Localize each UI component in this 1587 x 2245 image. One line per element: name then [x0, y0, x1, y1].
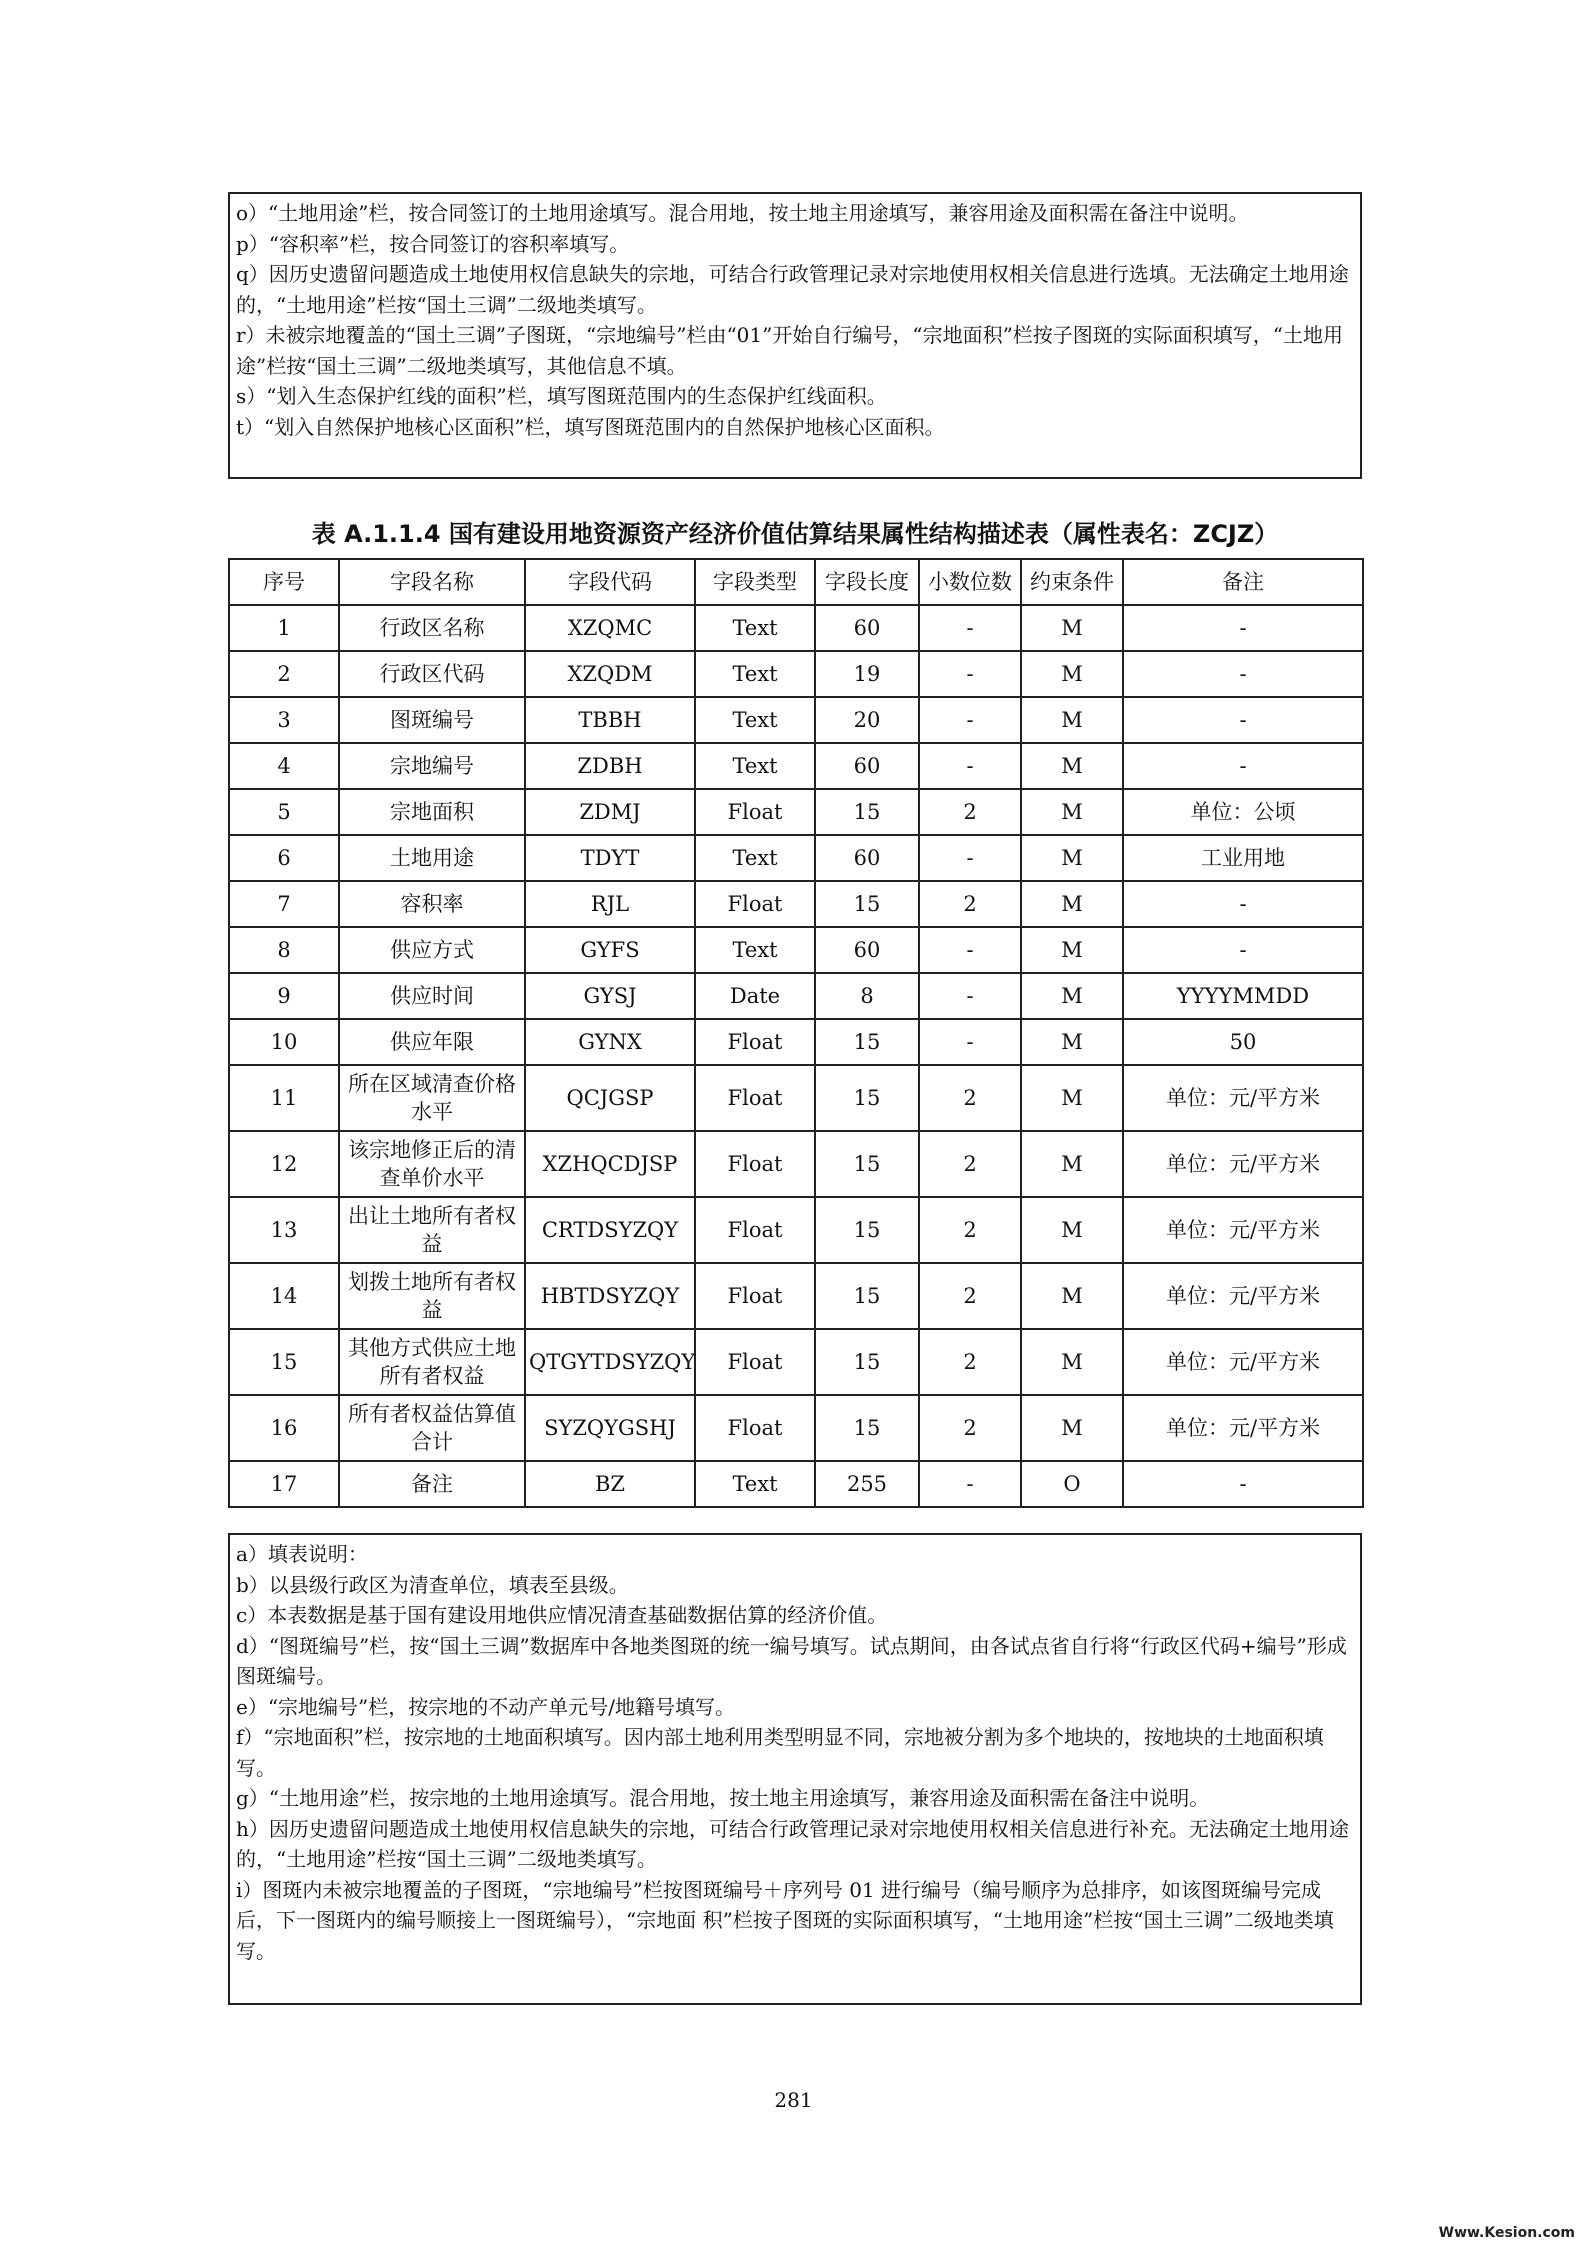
- note-p: p）“容积率”栏，按合同签订的容积率填写。: [236, 231, 630, 256]
- cell-field-code: RJL: [525, 881, 695, 927]
- note-o: o）“土地用途”栏，按合同签订的土地用途填写。混合用地，按土地主用途填写，兼容用途及面积需在备注中说明。: [236, 201, 1249, 225]
- cell-field-type: Text: [695, 1461, 815, 1507]
- cell-field-length: 60: [815, 927, 919, 973]
- table-row: [229, 651, 1363, 697]
- cell-field-type: Float: [695, 1019, 815, 1065]
- table-row: [229, 743, 1363, 789]
- cell-field-type: Text: [695, 651, 815, 697]
- cell-field-length: 20: [815, 697, 919, 743]
- cell-remark: 单位：元/平方米: [1123, 1263, 1363, 1329]
- cell-field-name: 所有者权益估算值合计: [339, 1395, 525, 1461]
- cell-remark: 工业用地: [1123, 835, 1363, 881]
- header-seq: 序号: [229, 559, 339, 605]
- cell-constraint: M: [1021, 1395, 1123, 1461]
- cell-seq: 5: [229, 789, 339, 835]
- note-t: t）“划入自然保护地核心区面积”栏，填写图斑范围内的自然保护地核心区面积。: [236, 414, 945, 439]
- cell-decimals: 2: [919, 1395, 1021, 1461]
- header-remark: 备注: [1123, 559, 1363, 605]
- cell-remark: 单位：元/平方米: [1123, 1329, 1363, 1395]
- cell-constraint: M: [1021, 881, 1123, 927]
- note-i: i）图斑内未被宗地覆盖的子图斑，“宗地编号”栏按图斑编号＋序列号 01 进行编号（编号顺序为总排序，如该图斑编号完成后，下一图斑内的编号顺接上一图斑编号），“宗地面 积”栏按子图斑的实际面积填写，“土地用途”栏按“国土三调”二级地类填写。: [236, 1877, 1334, 1963]
- table-row: [229, 1065, 1363, 1131]
- cell-decimals: 2: [919, 881, 1021, 927]
- cell-field-code: GYSJ: [525, 973, 695, 1019]
- cell-seq: 3: [229, 697, 339, 743]
- cell-field-type: Text: [695, 605, 815, 651]
- cell-constraint: M: [1021, 1131, 1123, 1197]
- cell-constraint: M: [1021, 1065, 1123, 1131]
- cell-constraint: M: [1021, 835, 1123, 881]
- cell-remark: -: [1123, 1461, 1363, 1507]
- cell-seq: 2: [229, 651, 339, 697]
- cell-field-type: Text: [695, 835, 815, 881]
- note-e: e）“宗地编号”栏，按宗地的不动产单元号/地籍号填写。: [236, 1694, 736, 1719]
- page-number: 281: [774, 2088, 813, 2112]
- cell-field-type: Float: [695, 1065, 815, 1131]
- cell-field-length: 60: [815, 743, 919, 789]
- cell-field-code: GYNX: [525, 1019, 695, 1065]
- cell-field-code: TDYT: [525, 835, 695, 881]
- table-row: [229, 1395, 1363, 1461]
- cell-remark: 50: [1123, 1019, 1363, 1065]
- cell-constraint: M: [1021, 697, 1123, 743]
- table-row: [229, 881, 1363, 927]
- cell-remark: -: [1123, 927, 1363, 973]
- cell-field-length: 15: [815, 1197, 919, 1263]
- cell-field-name: 行政区代码: [339, 651, 525, 697]
- header-field-type: 字段类型: [695, 559, 815, 605]
- table-row: [229, 605, 1363, 651]
- cell-seq: 1: [229, 605, 339, 651]
- table-row: [229, 1461, 1363, 1507]
- header-field-name: 字段名称: [339, 559, 525, 605]
- cell-remark: -: [1123, 651, 1363, 697]
- cell-field-length: 19: [815, 651, 919, 697]
- cell-constraint: M: [1021, 927, 1123, 973]
- cell-field-length: 15: [815, 789, 919, 835]
- cell-remark: -: [1123, 743, 1363, 789]
- table-row: [229, 973, 1363, 1019]
- cell-field-name: 出让土地所有者权益: [339, 1197, 525, 1263]
- notes-top-box: [228, 192, 1362, 479]
- cell-decimals: -: [919, 605, 1021, 651]
- cell-field-name: 宗地面积: [339, 789, 525, 835]
- cell-field-code: QTGYTDSYZQY: [525, 1329, 695, 1395]
- cell-decimals: -: [919, 743, 1021, 789]
- cell-field-name: 供应年限: [339, 1019, 525, 1065]
- cell-field-length: 255: [815, 1461, 919, 1507]
- cell-field-length: 15: [815, 1263, 919, 1329]
- cell-field-code: QCJGSP: [525, 1065, 695, 1131]
- cell-seq: 10: [229, 1019, 339, 1065]
- cell-field-length: 60: [815, 605, 919, 651]
- cell-field-type: Float: [695, 1263, 815, 1329]
- cell-field-code: XZHQCDJSP: [525, 1131, 695, 1197]
- cell-field-type: Float: [695, 1197, 815, 1263]
- cell-field-code: CRTDSYZQY: [525, 1197, 695, 1263]
- cell-constraint: M: [1021, 789, 1123, 835]
- cell-seq: 6: [229, 835, 339, 881]
- cell-remark: 单位：公顷: [1123, 789, 1363, 835]
- cell-field-name: 供应时间: [339, 973, 525, 1019]
- cell-seq: 14: [229, 1263, 339, 1329]
- cell-field-name: 该宗地修正后的清查单价水平: [339, 1131, 525, 1197]
- header-field-length: 字段长度: [815, 559, 919, 605]
- cell-seq: 13: [229, 1197, 339, 1263]
- cell-decimals: 2: [919, 1065, 1021, 1131]
- cell-field-name: 图斑编号: [339, 697, 525, 743]
- cell-decimals: -: [919, 651, 1021, 697]
- cell-constraint: M: [1021, 1197, 1123, 1263]
- cell-field-code: SYZQYGSHJ: [525, 1395, 695, 1461]
- cell-field-name: 供应方式: [339, 927, 525, 973]
- note-h: h）因历史遗留问题造成土地使用权信息缺失的宗地，可结合行政管理记录对宗地使用权相关信息进行补充。无法确定土地用途的，“土地用途”栏按“国土三调”二级地类填写。: [236, 1816, 1349, 1871]
- note-s: s）“划入生态保护红线的面积”栏，填写图斑范围内的生态保护红线面积。: [236, 384, 887, 408]
- cell-decimals: 2: [919, 1329, 1021, 1395]
- cell-constraint: M: [1021, 1019, 1123, 1065]
- cell-field-name: 所在区域清查价格水平: [339, 1065, 525, 1131]
- cell-decimals: -: [919, 835, 1021, 881]
- cell-field-type: Date: [695, 973, 815, 1019]
- cell-field-type: Text: [695, 743, 815, 789]
- note-q: q）因历史遗留问题造成土地使用权信息缺失的宗地，可结合行政管理记录对宗地使用权相关信息进行选填。无法确定土地用途的，“土地用途”栏按“国土三调”二级地类填写。: [236, 262, 1349, 317]
- cell-decimals: -: [919, 1461, 1021, 1507]
- cell-field-code: GYFS: [525, 927, 695, 973]
- cell-field-type: Float: [695, 1131, 815, 1197]
- table-row: [229, 1329, 1363, 1395]
- cell-decimals: -: [919, 1019, 1021, 1065]
- cell-field-type: Float: [695, 881, 815, 927]
- cell-field-length: 15: [815, 1065, 919, 1131]
- cell-field-name: 宗地编号: [339, 743, 525, 789]
- cell-field-name: 容积率: [339, 881, 525, 927]
- note-a: a）填表说明：: [236, 1542, 368, 1566]
- cell-seq: 8: [229, 927, 339, 973]
- cell-constraint: M: [1021, 743, 1123, 789]
- cell-field-length: 15: [815, 1019, 919, 1065]
- cell-remark: 单位：元/平方米: [1123, 1065, 1363, 1131]
- header-decimals: 小数位数: [919, 559, 1021, 605]
- watermark: Www.Kesion.com: [1438, 2225, 1575, 2241]
- table-row: [229, 1131, 1363, 1197]
- note-g: g）“土地用途”栏，按宗地的土地用途填写。混合用地，按土地主用途填写，兼容用途及面积需在备注中说明。: [236, 1786, 1210, 1810]
- cell-constraint: M: [1021, 973, 1123, 1019]
- cell-field-name: 划拨土地所有者权益: [339, 1263, 525, 1329]
- table-row: [229, 789, 1363, 835]
- cell-decimals: -: [919, 927, 1021, 973]
- cell-field-length: 15: [815, 1131, 919, 1197]
- cell-field-length: 15: [815, 1329, 919, 1395]
- cell-constraint: M: [1021, 605, 1123, 651]
- cell-remark: -: [1123, 697, 1363, 743]
- note-d: d）“图斑编号”栏，按“国土三调”数据库中各地类图斑的统一编号填写。试点期间，由各试点省自行将“行政区代码+编号”形成图斑编号。: [236, 1633, 1347, 1688]
- cell-seq: 17: [229, 1461, 339, 1507]
- header-field-code: 字段代码: [525, 559, 695, 605]
- cell-seq: 4: [229, 743, 339, 789]
- cell-seq: 15: [229, 1329, 339, 1395]
- cell-field-name: 备注: [339, 1461, 525, 1507]
- table-row: [229, 1263, 1363, 1329]
- cell-field-name: 行政区名称: [339, 605, 525, 651]
- cell-seq: 12: [229, 1131, 339, 1197]
- cell-field-code: ZDBH: [525, 743, 695, 789]
- note-c: c）本表数据是基于国有建设用地供应情况清查基础数据估算的经济价值。: [236, 1603, 888, 1627]
- cell-remark: 单位：元/平方米: [1123, 1131, 1363, 1197]
- cell-field-code: ZDMJ: [525, 789, 695, 835]
- cell-field-code: TBBH: [525, 697, 695, 743]
- cell-remark: YYYYMMDD: [1123, 973, 1363, 1019]
- cell-remark: -: [1123, 605, 1363, 651]
- cell-field-code: XZQDM: [525, 651, 695, 697]
- cell-decimals: -: [919, 697, 1021, 743]
- attribute-structure-table: [228, 558, 1364, 1508]
- cell-constraint: M: [1021, 1263, 1123, 1329]
- cell-field-type: Float: [695, 789, 815, 835]
- cell-field-name: 土地用途: [339, 835, 525, 881]
- table-header-row: [229, 559, 1363, 605]
- cell-remark: 单位：元/平方米: [1123, 1395, 1363, 1461]
- cell-field-length: 15: [815, 1395, 919, 1461]
- cell-constraint: M: [1021, 651, 1123, 697]
- cell-field-type: Float: [695, 1395, 815, 1461]
- cell-field-type: Float: [695, 1329, 815, 1395]
- note-r: r）未被宗地覆盖的“国土三调”子图斑，“宗地编号”栏由“01”开始自行编号，“宗地面积”栏按子图斑的实际面积填写，“土地用途”栏按“国土三调”二级地类填写，其他信息不填。: [236, 323, 1344, 378]
- cell-field-code: XZQMC: [525, 605, 695, 651]
- notes-bottom-box: [228, 1533, 1362, 2005]
- header-constraint: 约束条件: [1021, 559, 1123, 605]
- cell-seq: 7: [229, 881, 339, 927]
- cell-field-length: 60: [815, 835, 919, 881]
- cell-seq: 11: [229, 1065, 339, 1131]
- table-row: [229, 1197, 1363, 1263]
- cell-decimals: 2: [919, 1131, 1021, 1197]
- note-b: b）以县级行政区为清查单位，填表至县级。: [236, 1572, 629, 1597]
- cell-field-code: BZ: [525, 1461, 695, 1507]
- cell-remark: 单位：元/平方米: [1123, 1197, 1363, 1263]
- cell-field-length: 15: [815, 881, 919, 927]
- cell-decimals: 2: [919, 789, 1021, 835]
- table-row: [229, 1019, 1363, 1065]
- cell-seq: 16: [229, 1395, 339, 1461]
- cell-decimals: 2: [919, 1197, 1021, 1263]
- table-row: [229, 927, 1363, 973]
- cell-field-length: 8: [815, 973, 919, 1019]
- table-caption: 表 A.1.1.4 国有建设用地资源资产经济价值估算结果属性结构描述表（属性表名：ZCJZ）: [311, 520, 1279, 548]
- cell-decimals: -: [919, 973, 1021, 1019]
- cell-field-type: Text: [695, 697, 815, 743]
- cell-field-name: 其他方式供应土地所有者权益: [339, 1329, 525, 1395]
- cell-decimals: 2: [919, 1263, 1021, 1329]
- cell-constraint: O: [1021, 1461, 1123, 1507]
- note-f: f）“宗地面积”栏，按宗地的土地面积填写。因内部土地利用类型明显不同，宗地被分割为多个地块的，按地块的土地面积填写。: [236, 1725, 1324, 1780]
- table-row: [229, 835, 1363, 881]
- cell-seq: 9: [229, 973, 339, 1019]
- cell-constraint: M: [1021, 1329, 1123, 1395]
- cell-field-type: Text: [695, 927, 815, 973]
- cell-remark: -: [1123, 881, 1363, 927]
- cell-field-code: HBTDSYZQY: [525, 1263, 695, 1329]
- table-row: [229, 697, 1363, 743]
